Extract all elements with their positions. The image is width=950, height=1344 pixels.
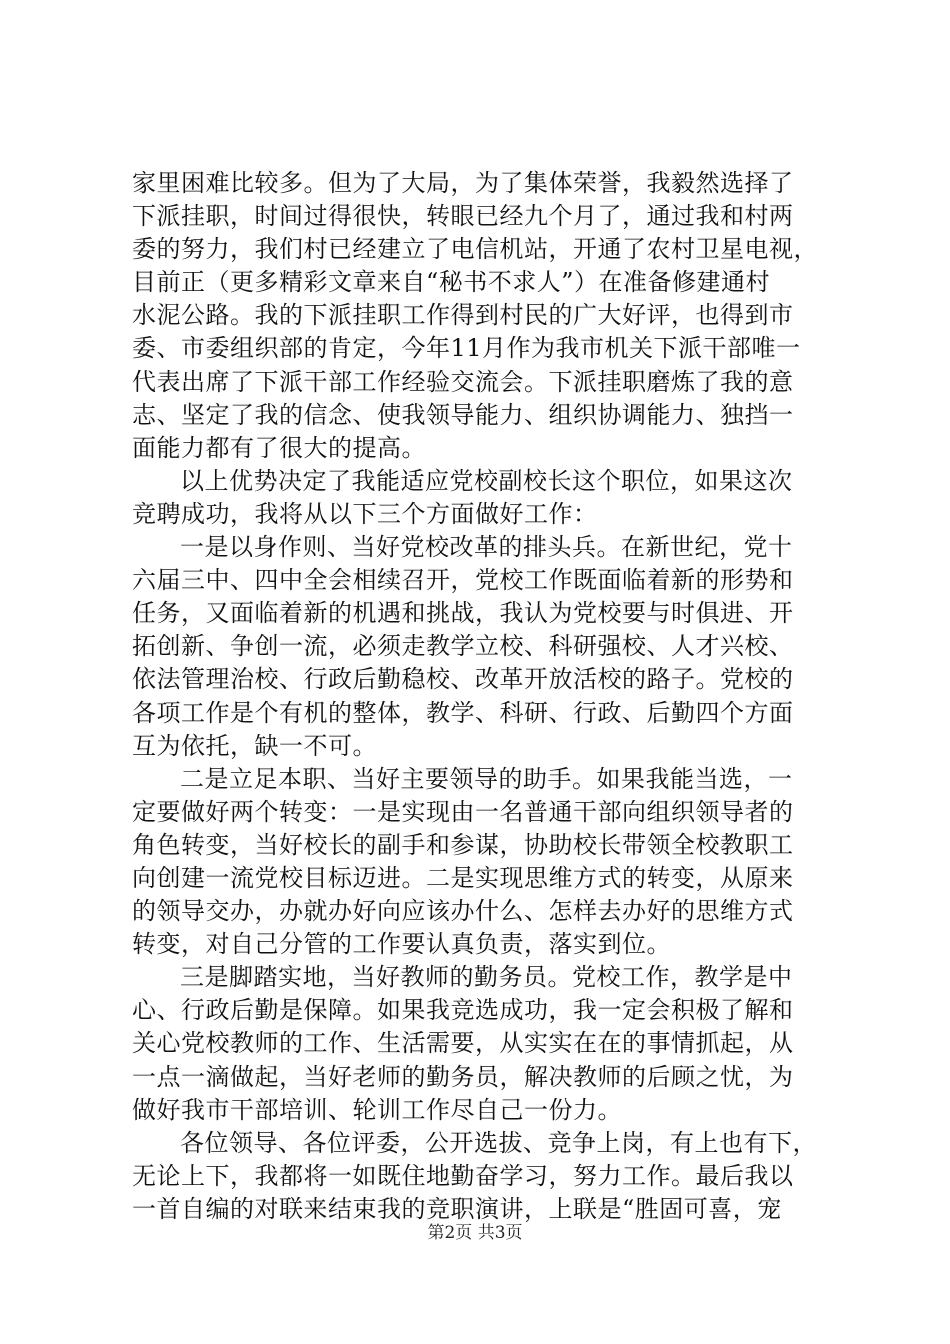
text-line: 做好我市干部培训、轮训工作尽自己一份力。 bbox=[132, 1095, 622, 1124]
text-line: 一首自编的对联来结束我的竞职演讲，上联是“胜固可喜，宠 bbox=[132, 1194, 782, 1223]
text-line: 的领导交办，办就办好向应该办什么、怎样去办好的思维方式 bbox=[132, 897, 794, 926]
text-line: 一是以身作则、当好党校改革的排头兵。在新世纪，党十 bbox=[180, 533, 793, 562]
text-line: 委的努力，我们村已经建立了电信机站，开通了农村卫星电视， bbox=[132, 235, 818, 264]
text-line: 面能力都有了很大的提高。 bbox=[132, 433, 426, 462]
text-line: 一点一滴做起，当好老师的勤务员，解决教师的后顾之忧，为 bbox=[132, 1062, 794, 1091]
text-line: 拓创新、争创一流，必须走教学立校、科研强校、人才兴校、 bbox=[132, 632, 794, 661]
text-line: 各位领导、各位评委，公开选拔、竞争上岗，有上也有下， bbox=[180, 1128, 817, 1157]
text-line: 各项工作是个有机的整体，教学、科研、行政、后勤四个方面 bbox=[132, 698, 794, 727]
text-line: 角色转变，当好校长的副手和参谋，协助校长带领全校教职工 bbox=[132, 830, 794, 859]
text-line: 互为依托，缺一不可。 bbox=[132, 731, 377, 760]
text-line: 目前正（更多精彩文章来自“秘书不求人”）在准备修建通村 bbox=[132, 268, 771, 297]
text-line: 定要做好两个转变：一是实现由一名普通干部向组织领导者的 bbox=[132, 797, 794, 826]
text-line: 下派挂职，时间过得很快，转眼已经九个月了，通过我和村两 bbox=[132, 202, 794, 231]
text-line: 依法管理治校、行政后勤稳校、改革开放活校的路子。党校的 bbox=[132, 665, 794, 694]
text-line: 以上优势决定了我能适应党校副校长这个职位，如果这次 bbox=[180, 466, 793, 495]
document-body bbox=[132, 167, 832, 1226]
text-line: 委、市委组织部的肯定，今年11月作为我市机关下派干部唯一 bbox=[132, 334, 801, 363]
text-line: 家里困难比较多。但为了大局，为了集体荣誉，我毅然选择了 bbox=[132, 169, 794, 197]
text-line: 代表出席了下派干部工作经验交流会。下派挂职磨炼了我的意 bbox=[132, 367, 794, 396]
text-line: 竞聘成功，我将从以下三个方面做好工作： bbox=[132, 499, 598, 528]
text-line: 无论上下，我都将一如既住地勤奋学习，努力工作。最后我以 bbox=[132, 1161, 794, 1190]
text-line: 志、坚定了我的信念、使我领导能力、组织协调能力、独挡一 bbox=[132, 400, 794, 429]
text-line: 水泥公路。我的下派挂职工作得到村民的广大好评，也得到市 bbox=[132, 301, 794, 330]
text-line: 任务，又面临着新的机遇和挑战，我认为党校要与时俱进、开 bbox=[132, 599, 794, 628]
text-line: 六届三中、四中全会相续召开，党校工作既面临着新的形势和 bbox=[132, 566, 794, 595]
text-line: 向创建一流党校目标迈进。二是实现思维方式的转变，从原来 bbox=[132, 863, 794, 892]
text-line: 转变，对自己分管的工作要认真负责，落实到位。 bbox=[132, 930, 671, 959]
page-footer: 第2页 共3页 bbox=[427, 1223, 523, 1243]
text-line: 关心党校教师的工作、生活需要，从实实在在的事情抓起，从 bbox=[132, 1029, 794, 1058]
text-line: 心、行政后勤是保障。如果我竞选成功，我一定会积极了解和 bbox=[132, 996, 794, 1025]
text-line: 二是立足本职、当好主要领导的助手。如果我能当选，一 bbox=[180, 764, 793, 793]
text-line: 三是脚踏实地，当好教师的勤务员。党校工作，教学是中 bbox=[180, 963, 793, 992]
